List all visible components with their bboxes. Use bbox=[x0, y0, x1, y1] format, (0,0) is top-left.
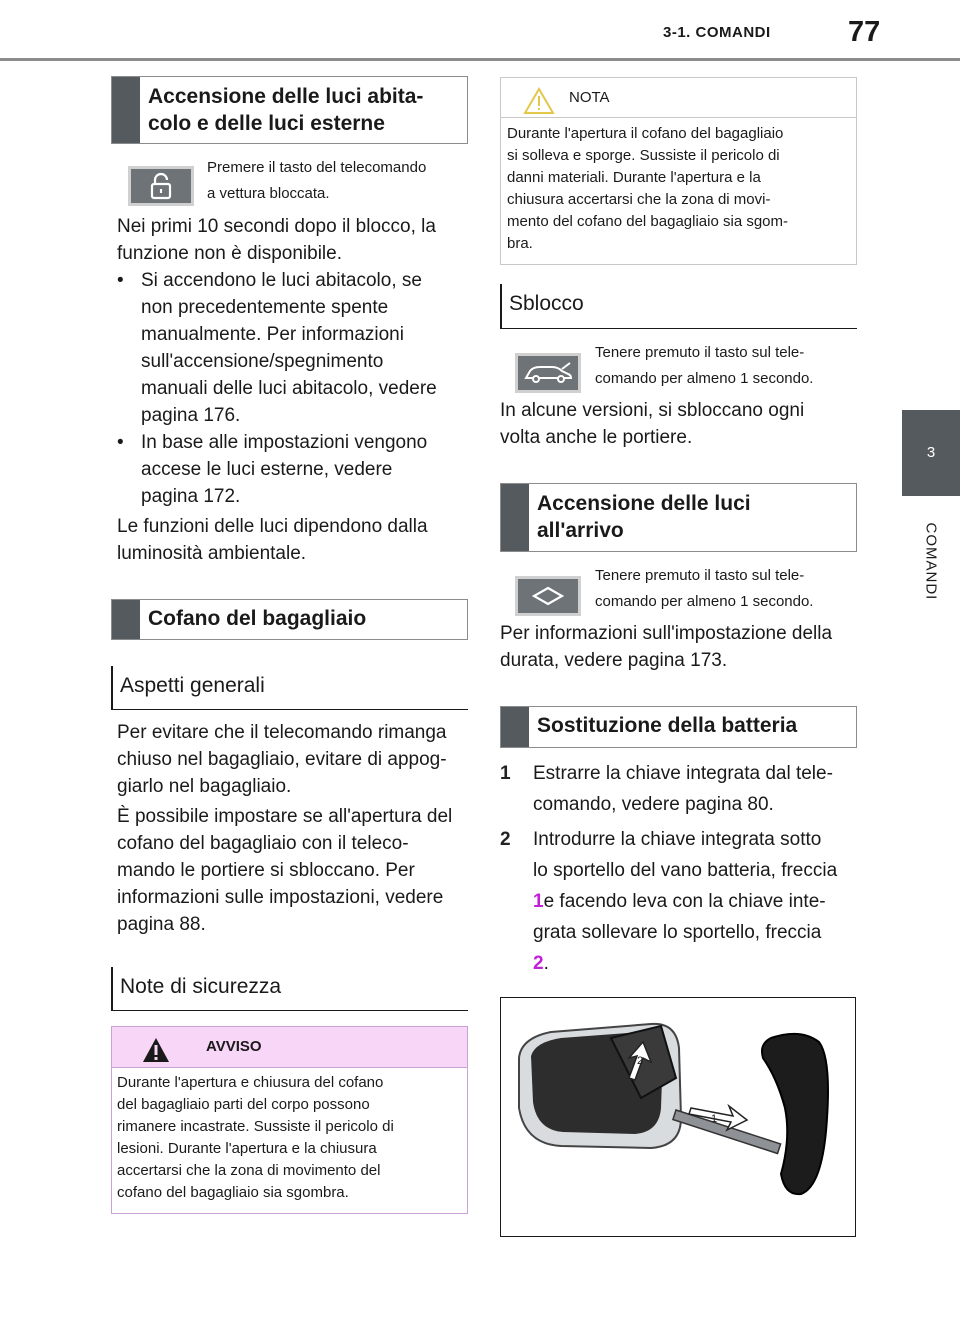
bullet-exterior-lights: • In base alle impostazioni vengono accese le luci esterne, vedere pagina 172. bbox=[117, 429, 467, 510]
heading-interior-exterior-lights: Accensione delle luci abita- colo e delle luci esterne bbox=[111, 76, 468, 144]
key-battery-illustration bbox=[500, 997, 856, 1237]
warning-text: Durante l'apertura e chiusura del cofano del bagagliaio parti del corpo possono rimanere incastrate. Sussiste il pericolo di lesioni. Durante l'apertura e la chiusura accertarsi che la zona di movimento del cofano del bagagliaio sia sgombra. bbox=[117, 1074, 394, 1201]
key1-caption: Premere il tasto del telecomando a vettura bloccata. bbox=[207, 159, 427, 202]
lock-icon bbox=[148, 172, 174, 200]
section-title: 3-1. COMANDI bbox=[663, 24, 771, 41]
heading-arrival-lights: Accensione delle luci all'arrivo bbox=[500, 483, 857, 552]
caution-triangle-icon bbox=[523, 87, 555, 115]
key-fob-image bbox=[501, 998, 855, 1236]
subheading-bar bbox=[500, 284, 502, 328]
header-divider bbox=[0, 58, 960, 61]
chapter-number: 3 bbox=[926, 443, 936, 461]
chapter-label: COMANDI bbox=[922, 522, 940, 601]
para-duration-setting: Per informazioni sull'impostazione della durata, vedere pagina 173. bbox=[500, 623, 833, 671]
para-door-unlock-setting: È possibile impostare se all'apertura del cofano del bagagliaio con il teleco- mando le portiere si sbloccano. Per informazioni sulle impostazioni, vedere pagina 88. bbox=[117, 806, 453, 935]
subheading-bar bbox=[111, 666, 113, 709]
heading-battery-replacement: Sostituzione della batteria bbox=[500, 706, 857, 748]
note-text: Durante l'apertura il cofano del bagagliaio si solleva e sporge. Sussiste il pericolo di danni materiali. Durante l'apertura e la chiusura accertarsi che la zona di movi- mento del cofano del bagagliaio sia sgom- bra. bbox=[507, 125, 789, 252]
subheading-safety-notes: Note di sicurezza bbox=[120, 975, 282, 998]
para-doors-unlock: In alcune versioni, si sbloccano ogni volta anche le portiere. bbox=[500, 400, 805, 448]
para-key-in-trunk: Per evitare che il telecomando rimanga chiuso nel bagagliaio, evitare di appog- giarlo nel bagagliaio. bbox=[117, 722, 447, 797]
headlight-key-button bbox=[515, 576, 581, 616]
para-unavailable: Nei primi 10 secondi dopo il blocco, la funzione non è disponibile. bbox=[117, 216, 436, 264]
subheading-rule bbox=[111, 1010, 468, 1011]
svg-text:1: 1 bbox=[711, 1113, 718, 1125]
subheading-bar bbox=[111, 967, 113, 1010]
warning-box bbox=[111, 1026, 468, 1214]
page-number: 77 bbox=[848, 16, 881, 48]
heading-trunk-lid: Cofano del bagagliaio bbox=[111, 599, 468, 640]
step-number: 2 bbox=[500, 829, 511, 850]
subheading-rule bbox=[500, 328, 857, 329]
step-number: 1 bbox=[500, 763, 511, 784]
para-light-functions: Le funzioni delle luci dipendono dalla luminosità ambientale. bbox=[117, 516, 428, 564]
note-box bbox=[500, 77, 857, 265]
key3-caption: Tenere premuto il tasto sul tele- comando per almeno 1 secondo. bbox=[595, 567, 814, 610]
lock-key-button bbox=[128, 166, 194, 206]
chapter-tab-rule bbox=[902, 494, 960, 496]
step-1: 1 Estrarre la chiave integrata dal tele- comando, vedere pagina 80. bbox=[500, 758, 857, 820]
bullet-marker: • bbox=[117, 270, 124, 291]
trunk-key-button bbox=[515, 353, 581, 393]
subheading-rule bbox=[111, 709, 468, 710]
bullet-interior-lights: • Si accendono le luci abitacolo, se non precedentemente spente manualmente. Per informazioni sull'accensione/spegnimento manuali delle luci abitacolo, vedere pagina 176. bbox=[117, 267, 467, 429]
arrow-ref-2: 2 bbox=[533, 953, 544, 974]
warning-title: AVVISO bbox=[206, 1038, 262, 1055]
note-title: NOTA bbox=[569, 89, 610, 106]
car-trunk-icon bbox=[522, 360, 574, 386]
headlight-icon bbox=[528, 585, 568, 607]
subheading-unlock: Sblocco bbox=[509, 292, 584, 315]
bullet-marker: • bbox=[117, 432, 124, 453]
step-2: 2 Introdurre la chiave integrata sotto lo sportello del vano batteria, freccia 1e facendo leva con la chiave inte- grata sollevare lo sportello, freccia 2. bbox=[500, 824, 857, 979]
key2-caption: Tenere premuto il tasto sul tele- comando per almeno 1 secondo. bbox=[595, 344, 814, 387]
svg-text:2: 2 bbox=[637, 1055, 644, 1067]
chapter-tab bbox=[902, 410, 960, 494]
warning-triangle-icon bbox=[142, 1037, 170, 1063]
arrow-ref-1: 1 bbox=[533, 891, 544, 912]
subheading-general: Aspetti generali bbox=[120, 674, 265, 697]
